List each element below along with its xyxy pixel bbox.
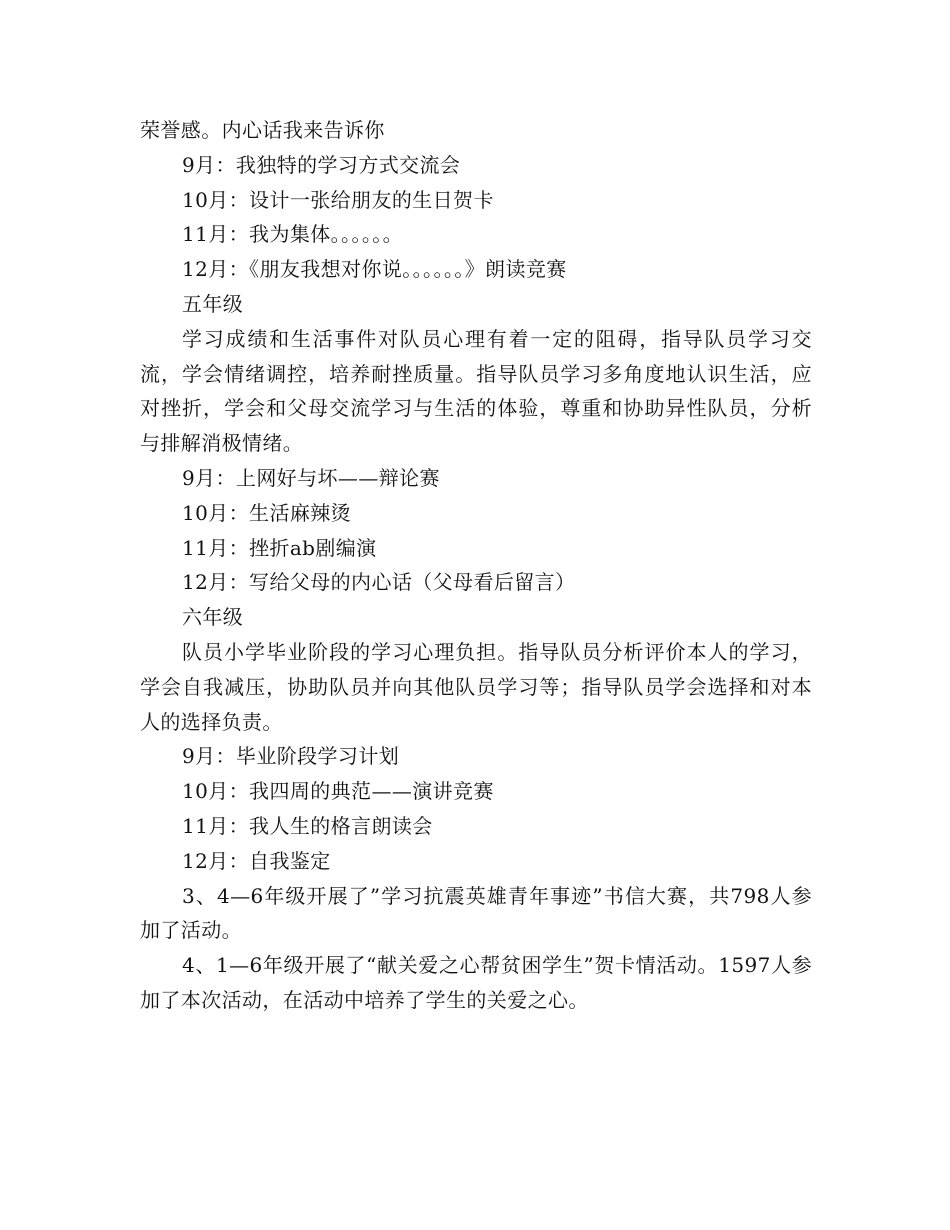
grade6-activity-oct: 10月：我四周的典范——演讲竞赛	[182, 779, 494, 804]
item-4-paragraph: 4、1—6年级开展了“献关爱之心帮贫困学生”贺卡情活动。1597人参加了本次活动，在活动中培养了学生的关爱之心。	[140, 953, 812, 1012]
grade5-activity-oct: 10月：生活麻辣烫	[182, 500, 352, 525]
intro-fragment: 荣誉感。内心话我来告诉你	[140, 118, 385, 142]
grade5-activity-sep: 9月：上网好与坏——辩论赛	[182, 465, 440, 490]
item-3-paragraph: 3、4—6年级开展了”学习抗震英雄青年事迹”书信大赛，共798人参加了活动。	[140, 883, 812, 943]
grade5-activity-nov: 11月：挫折ab剧编演	[182, 535, 377, 560]
grade6-activity-dec: 12月：自我鉴定	[182, 848, 331, 873]
grade4-activity-nov: 11月：我为集体。。。。。。	[182, 222, 404, 247]
grade6-activity-sep: 9月：毕业阶段学习计划	[182, 744, 400, 769]
grade4-activity-sep: 9月：我独特的学习方式交流会	[182, 152, 461, 177]
document-page	[140, 113, 812, 1018]
grade5-heading: 五年级	[182, 291, 244, 316]
grade6-activity-nov: 11月：我人生的格言朗读会	[182, 813, 433, 838]
grade6-heading: 六年级	[182, 605, 244, 630]
grade6-description: 队员小学毕业阶段的学习心理负担。指导队员分析评价本人的学习，学会自我减压，协助队员并向其他队员学习等；指导队员学会选择和对本人的选择负责。	[140, 639, 812, 734]
grade4-activity-dec: 12月：《朋友我想对你说。。。。。。》朗读竞赛	[182, 257, 567, 282]
grade4-activity-oct: 10月：设计一张给朋友的生日贺卡	[182, 187, 494, 212]
grade5-description: 学习成绩和生活事件对队员心理有着一定的阻碍，指导队员学习交流，学会情绪调控，培养耐挫质量。指导队员学习多角度地认识生活，应对挫折，学会和父母交流学习与生活的体验，尊重和协助异性队员，分析与排解消极情绪。	[140, 326, 812, 456]
grade5-activity-dec: 12月：写给父母的内心话（父母看后留言）	[182, 570, 576, 595]
